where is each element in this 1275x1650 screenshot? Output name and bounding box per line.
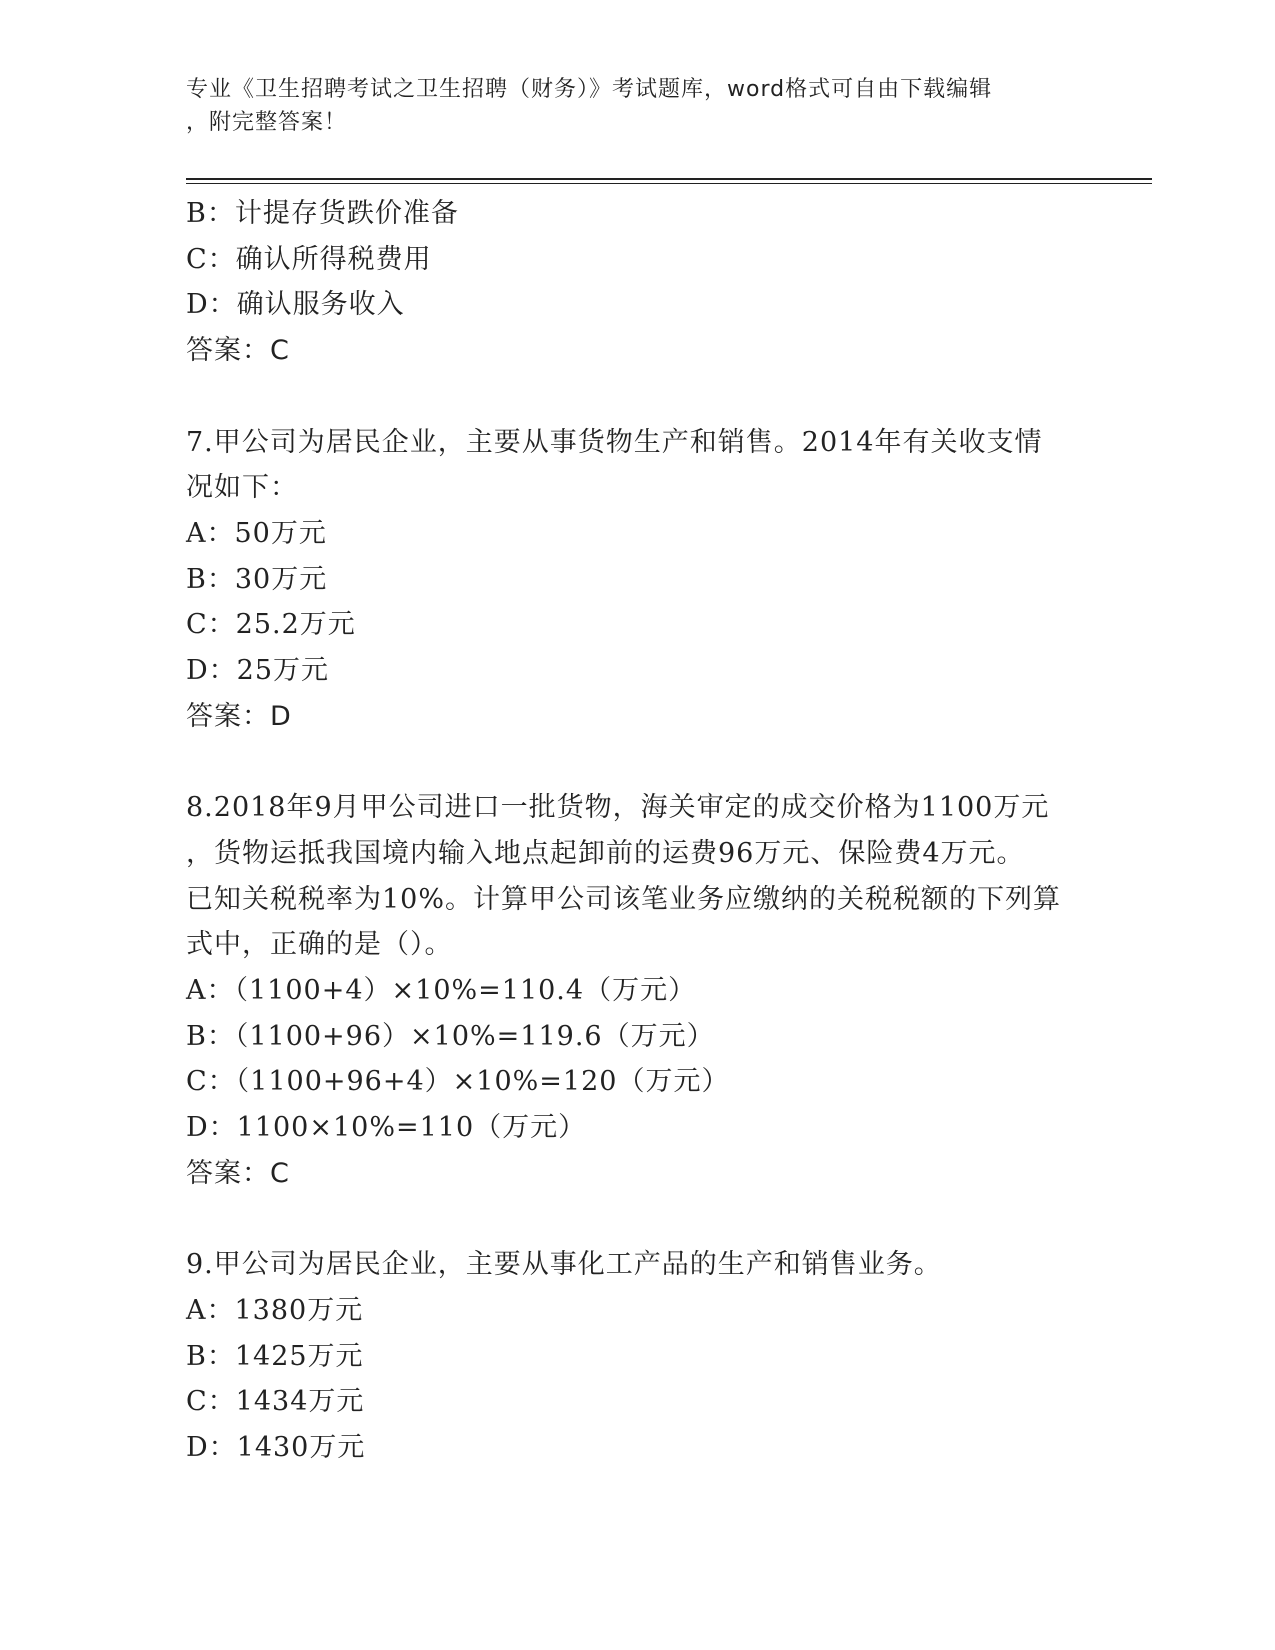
q7-option-c: C：25.2万元 (186, 609, 356, 641)
q9-option-b: B：1425万元 (186, 1340, 364, 1372)
q9-stem-line-1: 9.甲公司为居民企业，主要从事化工产品的生产和销售业务。 (186, 1249, 942, 1281)
q7-answer: 答案：D (186, 700, 292, 732)
q8-option-b: B：（1100+96）×10%=119.6（万元） (186, 1020, 715, 1052)
spacer (186, 739, 1086, 785)
spacer (186, 374, 1086, 420)
q8-stem-line-3: 已知关税税率为10%。计算甲公司该笔业务应缴纳的关税税额的下列算 (186, 883, 1062, 915)
spacer (186, 1196, 1086, 1242)
header-divider-thin (186, 183, 1152, 184)
q7-option-d: D：25万元 (186, 655, 330, 687)
q6-option-d: D：确认服务收入 (186, 289, 405, 321)
header-line-2: ，附完整答案！ (186, 110, 348, 135)
q9-option-a: A：1380万元 (186, 1294, 364, 1326)
q6-option-c: C：确认所得税费用 (186, 243, 432, 275)
q8-answer: 答案：C (186, 1157, 290, 1189)
q7-option-b: B：30万元 (186, 563, 328, 595)
q8-stem-line-4: 式中，正确的是（）。 (186, 929, 453, 961)
q8-stem-line-1: 8.2018年9月甲公司进口一批货物，海关审定的成交价格为1100万元 (186, 792, 1050, 824)
q8-stem-line-2: ，货物运抵我国境内输入地点起卸前的运费96万元、保险费4万元。 (186, 837, 1025, 869)
q8-option-d: D：1100×10%=110（万元） (186, 1112, 587, 1144)
q9-option-d: D：1430万元 (186, 1431, 366, 1463)
q6-option-b: B：计提存货跌价准备 (186, 198, 459, 229)
header-line-1: 专业《卫生招聘考试之卫生招聘（财务）》考试题库，word格式可自由下载编辑 (186, 77, 993, 102)
q7-stem-line-1: 7.甲公司为居民企业，主要从事货物生产和销售。2014年有关收支情 (186, 426, 1043, 458)
header-divider-thick (186, 178, 1152, 180)
q6-answer: 答案：C (186, 335, 290, 367)
q8-option-c: C：（1100+96+4）×10%=120（万元） (186, 1066, 730, 1098)
document-header (186, 73, 1086, 139)
q9-option-c: C：1434万元 (186, 1386, 365, 1418)
question-content (186, 191, 1086, 1471)
q7-stem-line-2: 况如下： (186, 472, 298, 504)
q7-option-a: A：50万元 (186, 517, 327, 549)
q8-option-a: A：（1100+4）×10%=110.4（万元） (186, 974, 697, 1006)
